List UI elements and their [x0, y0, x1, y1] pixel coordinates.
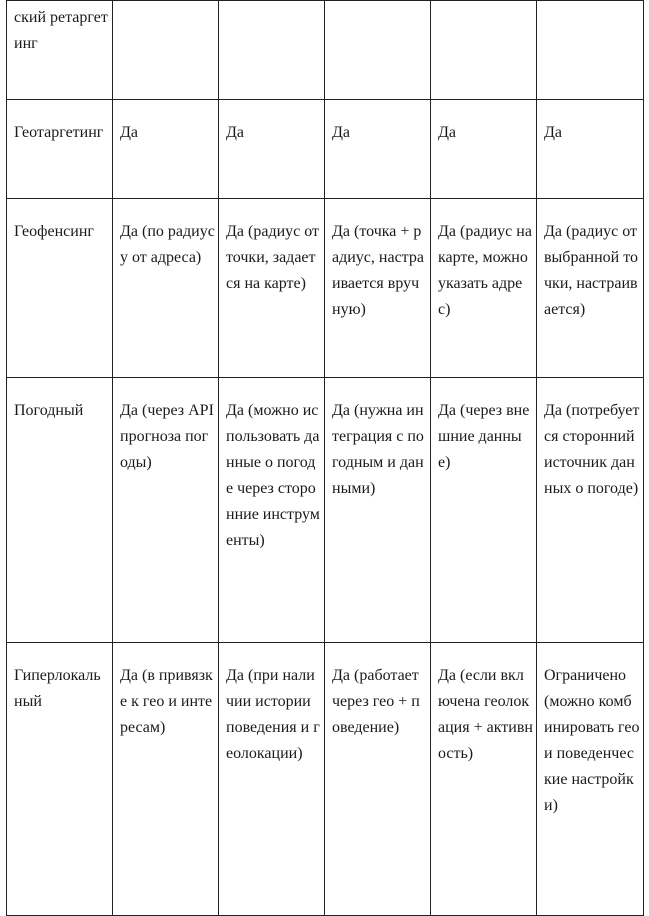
table-cell [431, 378, 537, 643]
cell-text: Ограничено (можно комбинировать гео и поведенческие настройки) [544, 667, 640, 814]
table-cell [431, 199, 537, 378]
table-row [7, 378, 644, 643]
table-cell [113, 1, 219, 100]
row-label-cell [7, 1, 113, 100]
cell-text: Да [120, 124, 139, 141]
row-label: Геофенсинг [14, 223, 94, 240]
table-row [7, 1, 644, 100]
cell-text: Да (при наличии истории поведения и геолокации) [226, 667, 320, 762]
table-cell [113, 378, 219, 643]
cell-text: Да (точка + радиус, настраивается вручную) [332, 223, 424, 318]
cell-text: Да (если включена геолокация + активность) [438, 667, 533, 762]
table-cell [219, 643, 325, 916]
table-cell [537, 643, 644, 916]
row-label-cell [7, 378, 113, 643]
cell-text: Да [226, 124, 245, 141]
cell-text: Да (через внешние данные) [438, 402, 530, 471]
cell-text: Да (радиус на карте, можно указать адрес) [438, 223, 532, 318]
cell-text: Да (через API прогноза погоды) [120, 402, 214, 471]
comparison-table [6, 0, 644, 916]
cell-text: Да (по радиусу от адреса) [120, 223, 215, 266]
row-label: Погодный [14, 402, 84, 419]
table-cell [219, 199, 325, 378]
cell-text: Да (работает через гео + поведение) [332, 667, 420, 736]
table-cell [219, 100, 325, 199]
table-cell [113, 643, 219, 916]
table-cell [219, 378, 325, 643]
cell-text: Да (потребуется сторонний источник данных о погоде) [544, 402, 640, 497]
table-cell [113, 199, 219, 378]
row-label-cell [7, 199, 113, 378]
cell-text: Да (радиус от выбранной точки, настраивается) [544, 223, 639, 318]
table-row [7, 100, 644, 199]
cell-text: Да (радиус от точки, задается на карте) [226, 223, 320, 292]
table-cell [325, 1, 431, 100]
cell-text: Да (нужна интеграция с погодным и данными) [332, 402, 424, 497]
cell-text: Да [544, 124, 563, 141]
cell-text: Да (в привязке к гео и интересам) [120, 667, 213, 736]
table-cell [431, 1, 537, 100]
table-cell [431, 643, 537, 916]
table-cell [113, 100, 219, 199]
row-label-cell [7, 100, 113, 199]
row-label: ский ретаргетинг [14, 9, 108, 52]
table-cell [325, 378, 431, 643]
row-label: Геотаргетинг [14, 124, 104, 141]
cell-text: Да [332, 124, 351, 141]
table-cell [537, 199, 644, 378]
table-row [7, 199, 644, 378]
table-cell [219, 1, 325, 100]
table-cell [325, 100, 431, 199]
table-cell [537, 378, 644, 643]
table-row [7, 643, 644, 916]
cell-text: Да (можно использовать данные о погоде через сторонние инструменты) [226, 402, 320, 549]
table-cell [431, 100, 537, 199]
table-cell [537, 1, 644, 100]
table-cell [537, 100, 644, 199]
row-label-cell [7, 643, 113, 916]
cell-text: Да [438, 124, 457, 141]
table-cell [325, 643, 431, 916]
table-cell [325, 199, 431, 378]
row-label: Гиперлокальный [14, 667, 101, 710]
